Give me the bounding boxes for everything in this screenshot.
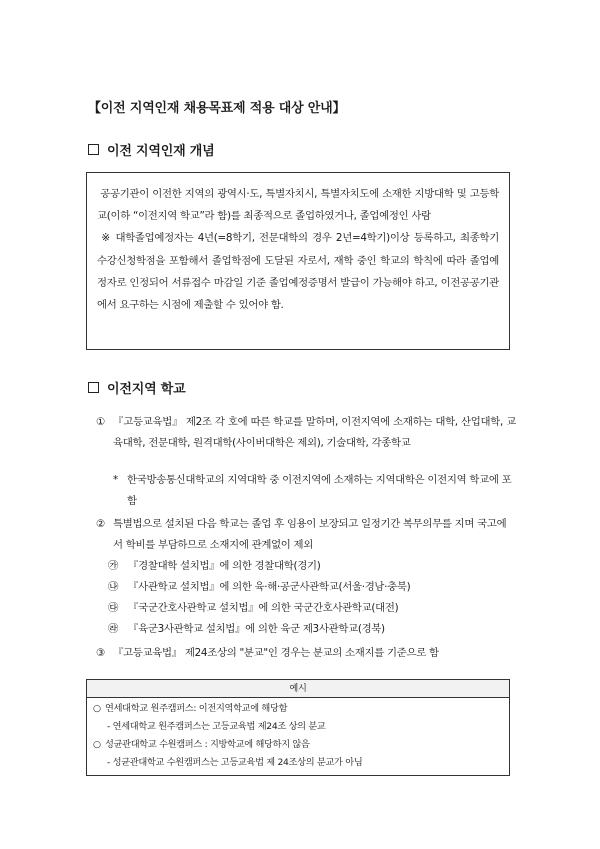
item-text: 『고등교육법』 제2조 각 호에 따른 학교를 말하며, 이전지역에 소재하는 대학, 산업대학, 교육대학, 전문대학, 원격대학(사이버대학은 제외), 기술대학, 각종학교 <box>113 416 516 449</box>
checkbox-square-icon <box>88 144 99 155</box>
note-mark: * <box>113 474 118 486</box>
dash-bullet: - <box>107 721 111 732</box>
concept-definition-text: 공공기관이 이전한 지역의 광역시·도, 특별자치시, 특별자치도에 소재한 지방대학 및 고등학교(이하 “이전지역 학교”라 함)를 최종적으로 졸업하였거나, 졸업예정인 사람 <box>97 188 499 223</box>
item-number: ① <box>96 416 106 428</box>
concept-definition <box>97 183 499 227</box>
note-text: 한국방송통신대학교의 지역대학 중 이전지역에 소재하는 지역대학은 이전지역 학교에 포함 <box>127 474 512 507</box>
sub-text: 『경찰대학 설치법』에 의한 경찰대학(경기) <box>128 560 321 572</box>
sub-mark: ㉱ <box>108 623 119 635</box>
example-header: 예시 <box>87 680 509 698</box>
example-line <box>93 754 503 772</box>
section-heading-text: 이전지역 학교 <box>107 382 186 397</box>
sub-text: 『국군간호사관학교 설치법』에 의한 국군간호사관학교(대전) <box>128 602 399 614</box>
example-line <box>93 700 503 718</box>
excluded-school-1 <box>108 556 321 577</box>
section-heading-concept <box>88 140 215 159</box>
section-heading-text: 이전 지역인재 개념 <box>107 144 215 159</box>
item-text: 특별법으로 설치된 다음 학교는 졸업 후 임용이 보장되고 일정기간 복무의무를 지며 국고에서 학비를 부담하므로 소재지에 관계없이 제외 <box>113 518 507 551</box>
sub-text: 『육군3사관학교 설치법』에 의한 육군 제3사관학교(경북) <box>128 623 385 635</box>
item-text: 『고등교육법』 제24조상의 "분교"인 경우는 분교의 소재지를 기준으로 함 <box>113 647 439 659</box>
item-number: ② <box>96 518 106 530</box>
sub-mark: ㉰ <box>108 602 119 614</box>
school-item-1 <box>96 412 516 454</box>
checkbox-square-icon <box>88 382 99 393</box>
document-title: 【이전 지역인재 채용목표제 적용 대상 안내】 <box>88 101 346 116</box>
example-text: 성균관대학교 수원캠퍼스 : 지방학교에 해당하지 않음 <box>105 739 310 750</box>
example-table <box>86 679 510 776</box>
example-text: 연세대학교 원주캠퍼스는 고등교육법 제24조 상의 분교 <box>112 721 326 732</box>
excluded-school-2 <box>108 577 410 598</box>
concept-note <box>97 227 499 316</box>
school-item-1-note <box>113 470 513 512</box>
sub-text: 『사관학교 설치법』에 의한 육·해·공군사관학교(서울·경남·충북) <box>128 581 411 593</box>
example-line <box>93 718 503 736</box>
school-item-3 <box>96 643 516 664</box>
section-heading-schools <box>88 378 185 397</box>
excluded-school-4 <box>108 619 385 640</box>
concept-note-text: ※ 대학졸업예정자는 4년(=8학기, 전문대학의 경우 2년=4학기)이상 등록하고, 최종학기 수강신청학점을 포함해서 졸업학점에 도달된 자로서, 재학 중인 학교의 학칙에 따라 졸업예정자로 인정되어 서류접수 마감일 기준 졸업예정증명서 발급이 가능해야 하고, 이전공공기관에서 요구하는 시점에 제출할 수 있어야 함. <box>97 232 499 312</box>
school-item-2 <box>96 514 516 556</box>
circle-bullet: ○ <box>93 739 101 750</box>
excluded-school-3 <box>108 598 398 619</box>
sub-mark: ㉯ <box>108 581 119 593</box>
example-text: 성균관대학교 수원캠퍼스는 고등교육법 제 24조상의 분교가 아님 <box>112 757 363 768</box>
concept-definition-box <box>86 172 510 350</box>
dash-bullet: - <box>107 757 111 768</box>
sub-mark: ㉮ <box>108 560 119 572</box>
circle-bullet: ○ <box>93 703 101 714</box>
example-text: 연세대학교 원주캠퍼스: 이전지역학교에 해당함 <box>105 703 288 714</box>
item-number: ③ <box>96 647 106 659</box>
example-line <box>93 736 503 754</box>
example-body <box>87 698 509 775</box>
